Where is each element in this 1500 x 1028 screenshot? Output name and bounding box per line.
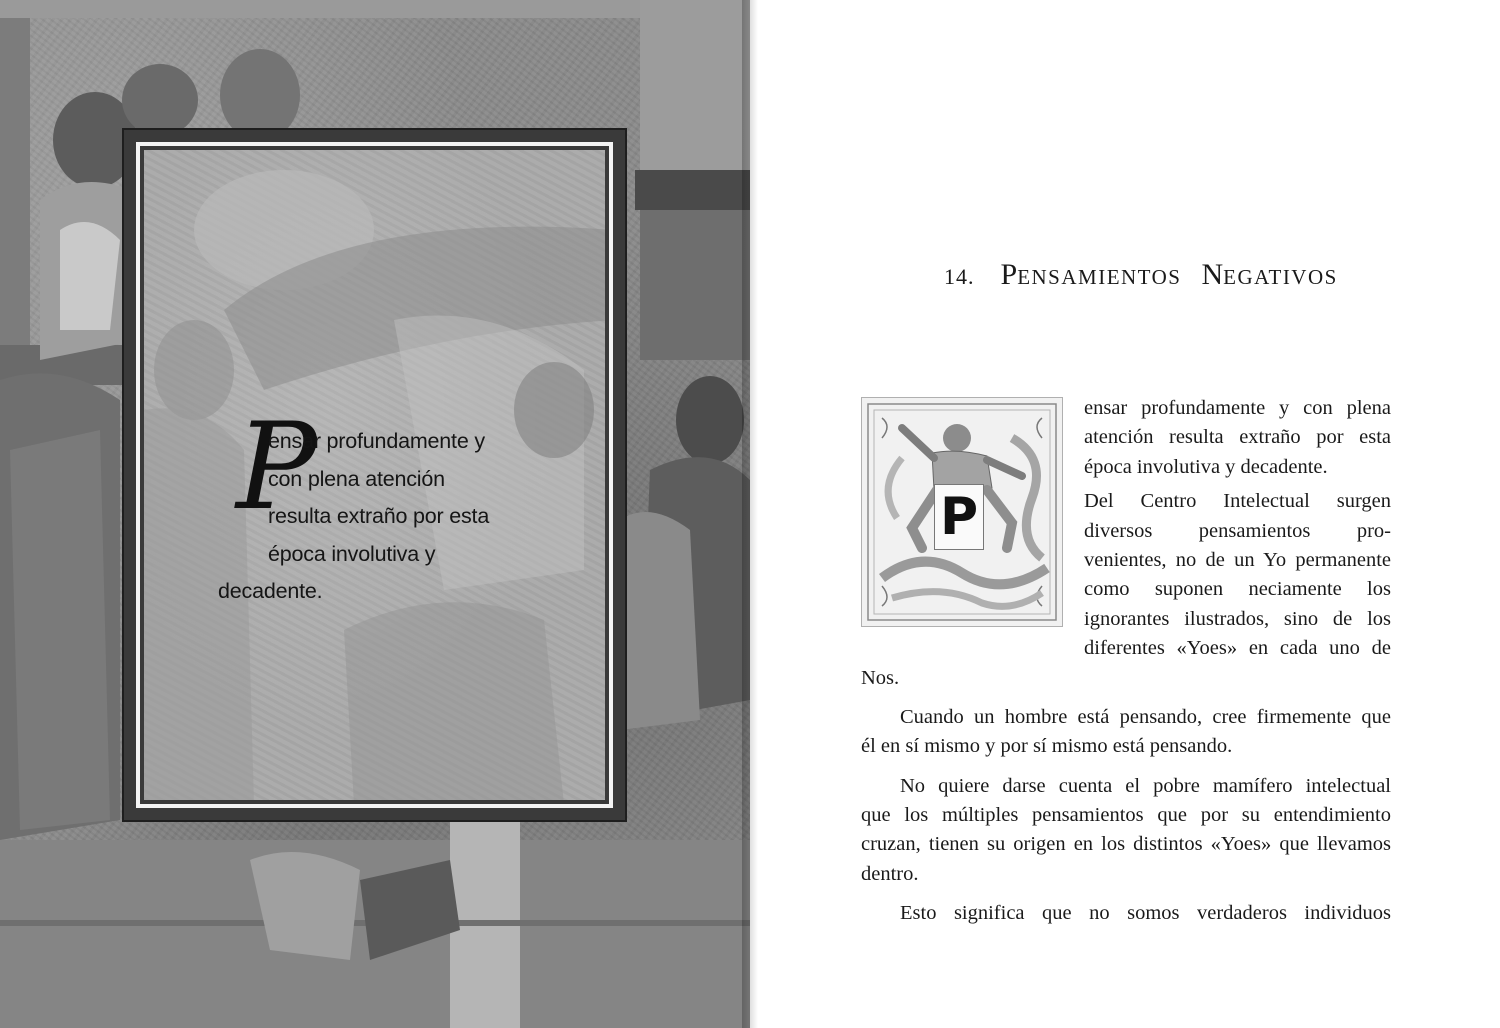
body-line: diferentes «Yoes» en cada uno de <box>1084 637 1391 660</box>
body-line: No quiere darse cuenta el pobre mamífero intelectual <box>900 774 1391 797</box>
quote-line: con plena atención <box>268 466 445 491</box>
body-line: Del Centro Intelectual surgen <box>1084 490 1391 513</box>
quote-frame <box>122 128 627 822</box>
quote-line: decadente. <box>218 579 323 603</box>
body-line: que los múltiples pensamientos que por su entendimiento <box>861 804 1391 827</box>
body-line: ensar profundamente y con plena <box>1084 397 1391 419</box>
body-line: época involutiva y decadente. <box>1084 455 1328 478</box>
quote-line: resulta extraño por esta <box>268 504 490 528</box>
quote-frame-border <box>136 142 613 808</box>
body-line: Cuando un hombre está pensando, cree firmemente que <box>900 705 1391 728</box>
body-text <box>861 394 1391 929</box>
body-line: diversos pensamientos pro- <box>1084 519 1391 542</box>
body-line: él en sí mismo y por sí mismo está pensando. <box>861 735 1233 758</box>
chapter-title-initial: P <box>1000 258 1018 291</box>
quote-line: ensar profundamente y <box>268 429 485 453</box>
illuminated-initial-letter: P <box>934 484 984 550</box>
chapter-title <box>944 258 1338 292</box>
quote-line: época involutiva y <box>268 541 436 566</box>
body-line: como suponen neciamente los <box>1084 578 1391 601</box>
body-line: cruzan, tienen su origen en los distintos «Yoes» que llevamos <box>861 833 1391 856</box>
body-line: dentro. <box>861 862 919 885</box>
body-line: Nos. <box>861 666 900 689</box>
spine-shadow <box>742 0 758 1028</box>
chapter-title-rest: EGATIVOS <box>1223 265 1338 289</box>
body-line: venientes, no de un Yo permanente <box>1084 548 1391 571</box>
body-line: atención resulta extraño por esta <box>1084 426 1391 449</box>
body-line: Esto significa que no somos verdaderos individuos <box>900 902 1391 925</box>
chapter-title-rest: ENSAMIENTOS <box>1017 265 1182 289</box>
quote-drop-cap: P <box>236 398 317 537</box>
body-line: ignorantes ilustrados, sino de los <box>1084 607 1391 630</box>
chapter-number: 14. <box>944 264 975 289</box>
chapter-title-initial: N <box>1201 258 1224 291</box>
